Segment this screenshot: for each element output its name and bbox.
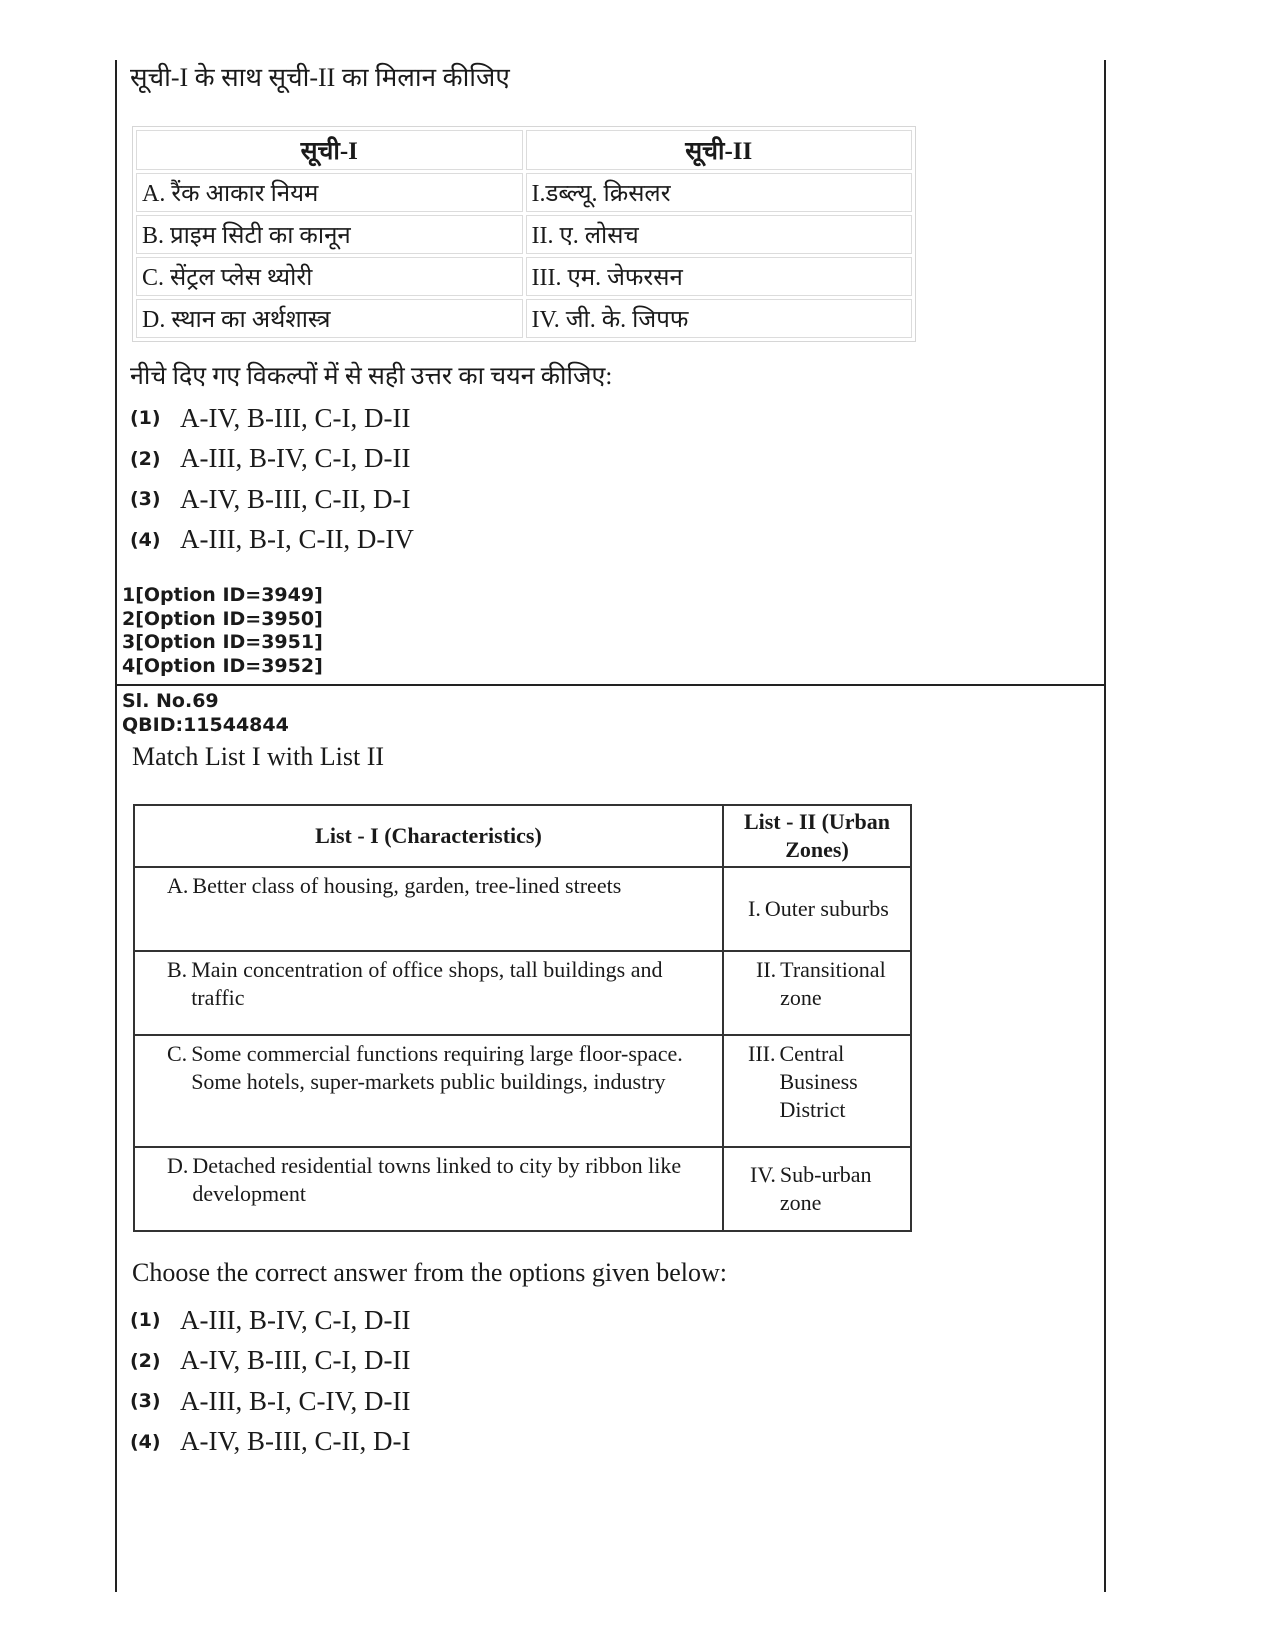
option-text: A-III, B-I, C-IV, D-II (180, 1385, 411, 1416)
option-number: (4) (130, 528, 161, 551)
q1-choose-instruction: नीचे दिए गए विकल्पों में से सही उत्तर का चयन कीजिए: (130, 363, 613, 390)
q2-options (130, 1300, 410, 1462)
row-label: C. (167, 1041, 188, 1066)
table-row (136, 257, 912, 296)
q2-meta (122, 690, 289, 737)
q1-header-list2: सूची-II (526, 130, 913, 170)
row-label: I. (748, 896, 761, 921)
row-text: Better class of housing, garden, tree-lined streets (192, 873, 622, 898)
q2-prompt: Match List I with List II (132, 742, 385, 771)
option-text: A-IV, B-III, C-II, D-I (180, 483, 411, 514)
q1-cell: III. एम. जेफरसन (526, 257, 913, 296)
option-number: (1) (130, 407, 161, 430)
page-right-border (1104, 60, 1106, 1592)
table-row (134, 951, 911, 1035)
row-label: II. (756, 957, 777, 982)
option-text: A-IV, B-III, C-I, D-II (180, 1345, 411, 1376)
table-row (134, 867, 911, 951)
list-item (130, 520, 414, 561)
row-text: Detached residential towns linked to city by ribbon like development (192, 1153, 682, 1206)
table-row (136, 173, 912, 212)
table-row (136, 215, 912, 254)
q1-header-list1: सूची-I (136, 130, 523, 170)
list-item (130, 398, 414, 439)
q1-prompt: सूची-I के साथ सूची-II का मिलान कीजिए (130, 63, 510, 92)
row-label: A. (167, 873, 189, 898)
row-text: Central Business District (779, 1041, 858, 1122)
table-row (134, 1035, 911, 1147)
option-text: A-IV, B-III, C-II, D-I (180, 1426, 411, 1457)
row-text: Main concentration of office shops, tall buildings and traffic (191, 957, 663, 1010)
list-item (130, 1341, 410, 1382)
list-item (130, 1300, 410, 1341)
q1-option-ids (122, 584, 323, 678)
q1-cell: IV. जी. के. जिपफ (526, 299, 913, 338)
list-item (130, 1422, 410, 1463)
option-number: (1) (130, 1309, 161, 1332)
row-label: IV. (750, 1162, 776, 1187)
option-number: (2) (130, 1349, 161, 1372)
row-label: D. (167, 1153, 189, 1178)
option-id: 3[Option ID=3951] (122, 631, 323, 653)
q2-header-list1: List - I (Characteristics) (134, 805, 723, 867)
q1-cell: C. सेंट्रल प्लेस थ्योरी (136, 257, 523, 296)
list-item (130, 1381, 410, 1422)
list-item (130, 439, 414, 480)
q1-options (130, 398, 414, 560)
option-id: 1[Option ID=3949] (122, 584, 323, 606)
table-row (134, 1147, 911, 1231)
row-text: Outer suburbs (764, 896, 889, 921)
option-text: A-III, B-IV, C-I, D-II (180, 443, 411, 474)
option-text: A-III, B-I, C-II, D-IV (180, 524, 414, 555)
list-item (130, 479, 414, 520)
q1-cell: I.डब्ल्यू. क्रिसलर (526, 173, 913, 212)
qbid: QBID:11544844 (122, 713, 289, 736)
option-number: (2) (130, 447, 161, 470)
row-text: Sub-urban zone (779, 1162, 872, 1215)
option-number: (3) (130, 488, 161, 511)
q2-choose-instruction: Choose the correct answer from the options given below: (132, 1258, 727, 1287)
row-label: III. (748, 1041, 776, 1066)
q1-cell: II. ए. लोसच (526, 215, 913, 254)
row-label: B. (167, 957, 188, 982)
option-number: (3) (130, 1390, 161, 1413)
option-number: (4) (130, 1430, 161, 1453)
q1-match-table (132, 126, 916, 342)
option-id: 2[Option ID=3950] (122, 607, 323, 630)
option-text: A-III, B-IV, C-I, D-II (180, 1304, 411, 1335)
q1-cell: A. रैंक आकार नियम (136, 173, 523, 212)
row-text: Transitional zone (780, 957, 886, 1010)
q1-cell: B. प्राइम सिटी का कानून (136, 215, 523, 254)
q1-cell: D. स्थान का अर्थशास्त्र (136, 299, 523, 338)
q2-header-list2: List - II (Urban Zones) (723, 805, 911, 867)
option-text: A-IV, B-III, C-I, D-II (180, 402, 411, 433)
question-separator (115, 684, 1105, 686)
page-left-border (115, 60, 117, 1592)
q2-match-table (133, 804, 912, 1232)
serial-number: Sl. No.69 (122, 690, 219, 712)
table-row (136, 299, 912, 338)
row-text: Some commercial functions requiring large floor-space. Some hotels, super-markets public buildings, industry (191, 1041, 683, 1094)
option-id: 4[Option ID=3952] (122, 654, 323, 677)
